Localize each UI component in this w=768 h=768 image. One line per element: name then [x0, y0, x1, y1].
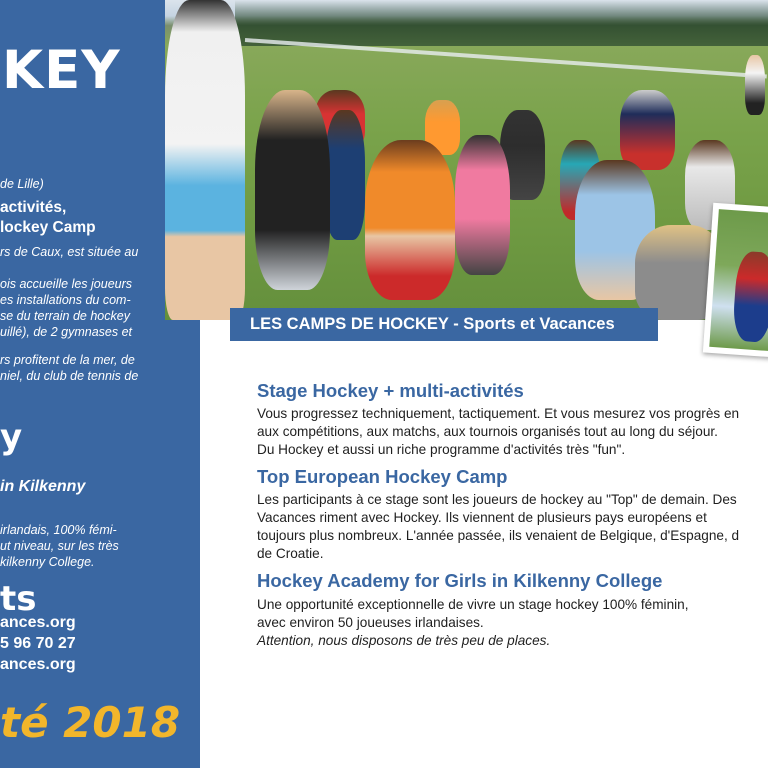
content-body	[257, 380, 768, 657]
section-academy-girls	[257, 570, 768, 649]
photo-person	[455, 135, 510, 275]
section-line: avec environ 50 joueuses irlandaises.	[257, 614, 484, 630]
panel-desc-line: es installations du com-	[0, 293, 131, 307]
section-line: toujours plus nombreux. L'année passée, ils venaient de Belgique, d'Espagne, d	[257, 528, 740, 544]
panel-big-text-2: ts	[0, 579, 37, 619]
section-heading: Hockey Academy for Girls in Kilkenny College	[257, 570, 663, 592]
contact-website[interactable]: ances.org	[0, 614, 76, 631]
panel-title: KEY	[2, 40, 121, 101]
panel-camp-heading-1: activités,	[0, 199, 67, 216]
section-note: Attention, nous disposons de très peu de places.	[257, 632, 551, 648]
photo-person	[620, 90, 675, 170]
section-line: de Croatie.	[257, 546, 324, 562]
inset-photo	[703, 203, 768, 358]
panel-desc-line: niel, du club de tennis de	[0, 369, 139, 383]
hockey-camp-photo	[165, 0, 768, 320]
panel-desc-line: uillé), de 2 gymnases et	[0, 325, 133, 339]
panel-desc-line: rs profitent de la mer, de	[0, 353, 135, 367]
panel-location: de Lille)	[0, 177, 44, 191]
inset-photo-image	[709, 209, 768, 351]
photo-person	[255, 90, 330, 290]
photo-trees	[235, 0, 768, 46]
section-line: Vous progressez techniquement, tactiquement. Et vous mesurez vos progrès en	[257, 406, 740, 422]
panel-desc-line: se du terrain de hockey	[0, 309, 130, 323]
contact-phone[interactable]: 5 96 70 27	[0, 635, 76, 652]
photo-person	[745, 55, 765, 115]
section-heading: Stage Hockey + multi-activités	[257, 380, 524, 401]
panel-girls-line: irlandais, 100% fémi-	[0, 523, 117, 537]
panel-desc-line: rs de Caux, est située au	[0, 245, 139, 259]
section-line: Vacances riment avec Hockey. Ils viennent de plusieurs pays européens et	[257, 510, 707, 526]
panel-girls-line: kilkenny College.	[0, 555, 95, 569]
panel-desc-line: ois accueille les joueurs	[0, 277, 133, 291]
panel-girls-line: ut niveau, sur les très	[0, 539, 119, 553]
photo-person-foreground	[165, 0, 245, 320]
panel-kilkenny: in Kilkenny	[0, 478, 86, 495]
panel-big-text-1: y	[0, 417, 23, 457]
section-stage-hockey	[257, 380, 768, 459]
panel-camp-heading-2: lockey Camp	[0, 219, 96, 236]
section-banner: LES CAMPS DE HOCKEY - Sports et Vacances	[230, 308, 658, 341]
section-line: Une opportunité exceptionnelle de vivre un stage hockey 100% féminin,	[257, 596, 689, 612]
season-year: té 2018	[0, 698, 181, 747]
section-line: Du Hockey et aussi un riche programme d'activités très "fun".	[257, 442, 626, 458]
photo-person	[732, 251, 768, 343]
photo-person	[325, 110, 365, 240]
section-top-european	[257, 466, 768, 563]
section-line: Les participants à ce stage sont les joueurs de hockey au "Top" de demain. Des	[257, 492, 737, 508]
contact-email[interactable]: ances.org	[0, 656, 76, 673]
section-heading: Top European Hockey Camp	[257, 466, 508, 488]
section-line: aux compétitions, aux matchs, aux tournois organisés tout au long du séjour.	[257, 424, 718, 440]
photo-person	[365, 140, 455, 300]
